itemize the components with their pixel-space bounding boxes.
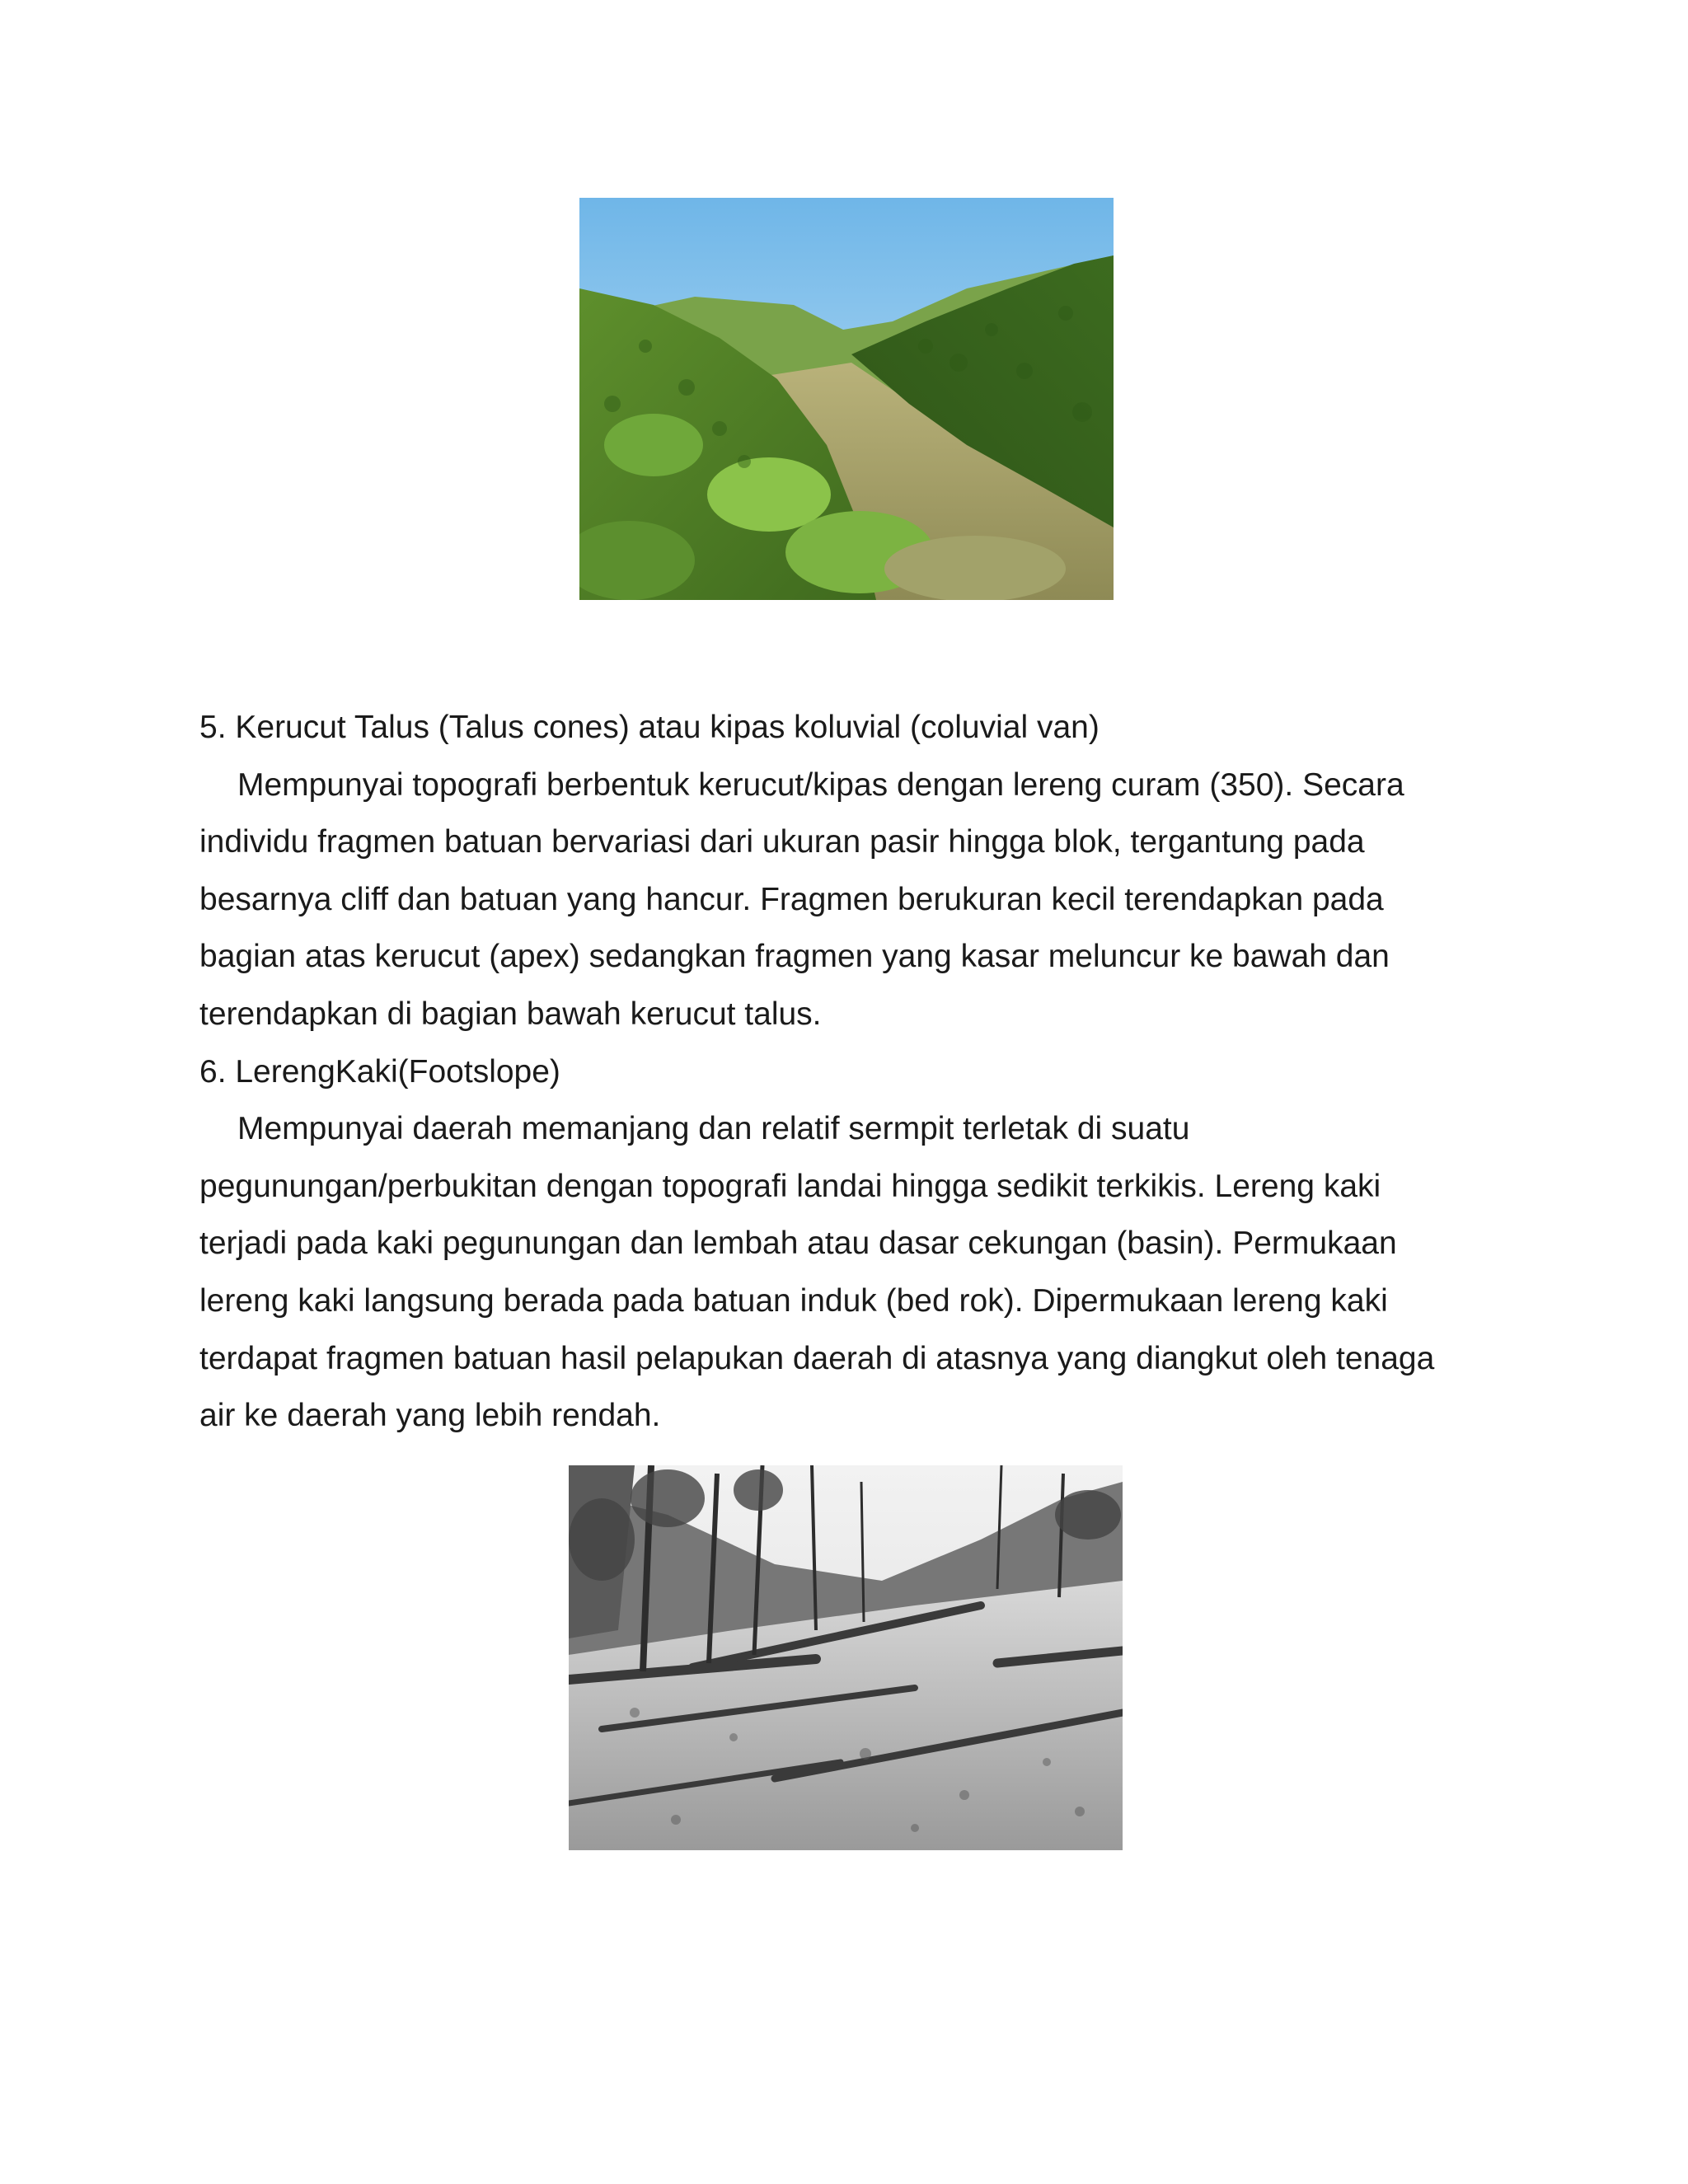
- valley-photo: [579, 198, 1114, 600]
- paragraph-line: air ke daerah yang lebih rendah.: [199, 1398, 661, 1434]
- paragraph-line: bagian atas kerucut (apex) sedangkan fragmen yang kasar meluncur ke bawah dan: [199, 939, 1390, 975]
- paragraph-line: terendapkan di bagian bawah kerucut talus.: [199, 996, 822, 1032]
- paragraph-line: pegunungan/perbukitan dengan topografi landai hingga sedikit terkikis. Lereng kaki: [199, 1168, 1381, 1204]
- paragraph-line: besarnya cliff dan batuan yang hancur. Fragmen berukuran kecil terendapkan pada: [199, 881, 1384, 917]
- paragraph-line: lereng kaki langsung berada pada batuan induk (bed rok). Dipermukaan lereng kaki: [199, 1282, 1388, 1319]
- section-heading-footslope: 6. LerengKaki(Footslope): [199, 1053, 560, 1090]
- paragraph-line: terjadi pada kaki pegunungan dan lembah atau dasar cekungan (basin). Permukaan: [199, 1226, 1397, 1262]
- paragraph-line: Mempunyai topografi berbentuk kerucut/kipas dengan lereng curam (350). Secara: [237, 766, 1404, 803]
- section-heading-talus-cones: 5. Kerucut Talus (Talus cones) atau kipas koluvial (coluvial van): [199, 710, 1100, 745]
- paragraph-line: individu fragmen batuan bervariasi dari ukuran pasir hingga blok, tergantung pada: [199, 824, 1365, 860]
- paragraph-line: Mempunyai daerah memanjang dan relatif sermpit terletak di suatu: [237, 1111, 1190, 1147]
- body-text: [199, 699, 1518, 1445]
- paragraph-line: terdapat fragmen batuan hasil pelapukan daerah di atasnya yang diangkut oleh tenaga: [199, 1340, 1435, 1376]
- footslope-photo: [569, 1465, 1123, 1850]
